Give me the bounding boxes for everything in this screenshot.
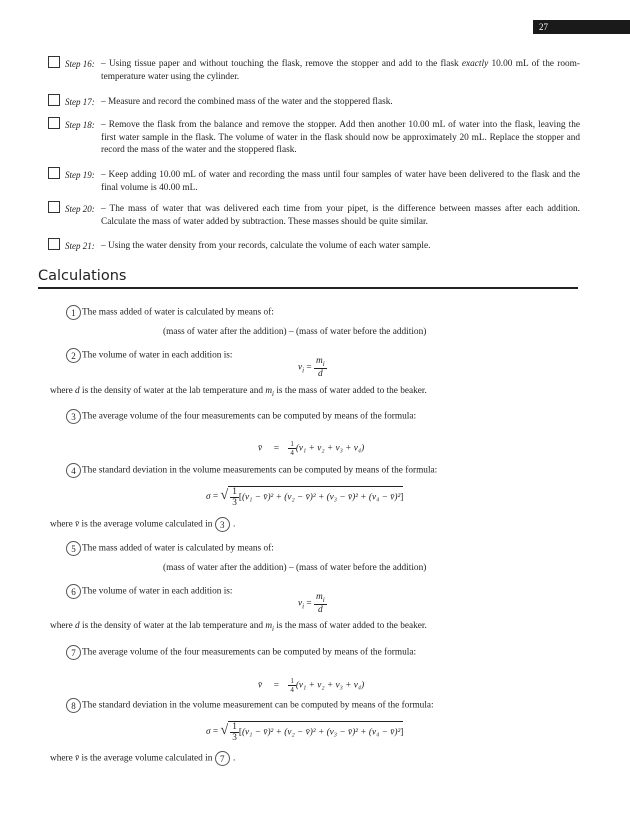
step-text: – The mass of water that was delivered each time from your pipet, is the difference between masses after each addition. Calculate the mass of water added by subtraction. These masses should be quite similar. <box>101 204 580 227</box>
step-number-circle: 4 <box>66 463 81 478</box>
checkbox[interactable] <box>48 201 60 213</box>
step-label: Step 21: <box>65 241 95 251</box>
step-18 <box>48 117 580 157</box>
reference-circle: 7 <box>215 751 230 766</box>
step-17 <box>48 94 580 109</box>
step-number-circle: 5 <box>66 541 81 556</box>
step-number-circle: 7 <box>66 645 81 660</box>
step-text: – Using tissue paper and without touching the flask, remove the stopper and add to the flask exactly 10.00 mL of the room-temperature water using the cylinder. <box>101 59 580 82</box>
average-equation: v̄ = $\frac{1}{4}$ (v₁ + v₂ + v₃ + v₄) <box>258 677 365 694</box>
calc-item-5: 5 The mass added of water is calculated by means of: <box>66 541 274 556</box>
step-text: – Remove the flask from the balance and remove the stopper. Add then another 10.00 mL of water into the flask, leaving the first water sample in the flask. The volume of water in the flask should now be approximately 20 mL. Replace the stopper and record the mass of the water and the stoppered flask. <box>101 120 580 155</box>
step-number-circle: 6 <box>66 584 81 599</box>
volume-equation: $v_i$ = $\frac{m_i}{d}$ <box>298 592 325 615</box>
step-label: Step 20: <box>65 204 95 214</box>
calc-item-8: 8 The standard deviation in the volume measurement can be computed by means of the formula: <box>66 698 434 713</box>
checkbox[interactable] <box>48 56 60 68</box>
calc-item-7: 7 The average volume of the four measurements can be computed by means of the formula: <box>66 645 416 660</box>
step-number-circle: 8 <box>66 698 81 713</box>
where-v-line: where v̄ is the average volume calculated in 7 . <box>50 751 235 766</box>
step-number-circle: 3 <box>66 409 81 424</box>
step-16 <box>48 56 580 83</box>
where-d-line: where d is the density of water at the lab temperature and $m_i$ is the mass of water added to the beaker. <box>50 386 427 398</box>
step-label: Step 18: <box>65 120 95 130</box>
section-title: Calculations <box>38 268 127 284</box>
calc-item-6: 6 The volume of water in each addition is: <box>66 584 233 599</box>
step-19 <box>48 167 580 194</box>
where-v-line: where v̄ is the average volume calculated in 3 . <box>50 517 235 532</box>
step-number-circle: 2 <box>66 348 81 363</box>
step-label: Step 17: <box>65 97 95 107</box>
where-d-line: where d is the density of water at the lab temperature and $m_i$ is the mass of water added to the beaker. <box>50 621 427 633</box>
calc-item-2: 2 The volume of water in each addition is: <box>66 348 233 363</box>
checkbox[interactable] <box>48 167 60 179</box>
mass-formula: (mass of water after the addition) – (mass of water before the addition) <box>163 563 427 573</box>
page-number: 27 <box>533 20 630 34</box>
step-label: Step 19: <box>65 170 95 180</box>
calc-item-1: 1 The mass added of water is calculated by means of: <box>66 305 274 320</box>
checkbox[interactable] <box>48 238 60 250</box>
std-equation: σ = √ $\frac{1}{3}$ [(v₁ − v̄)² + (v₂ − v̄)² + (v₃ − v̄)² + (v₄ − v̄)²] <box>206 722 404 743</box>
step-text: – Measure and record the combined mass of the water and the stoppered flask. <box>101 97 393 107</box>
volume-equation: $v_i$ = $\frac{m_i}{d}$ <box>298 356 325 379</box>
reference-circle: 3 <box>215 517 230 532</box>
calc-item-4: 4 The standard deviation in the volume measurements can be computed by means of the formula: <box>66 463 437 478</box>
step-text: – Keep adding 10.00 mL of water and recording the mass until four samples of water have been delivered to the flask and the final volume is 40.00 mL. <box>101 170 580 193</box>
checkbox[interactable] <box>48 94 60 106</box>
step-21 <box>48 238 580 253</box>
calc-item-3: 3 The average volume of the four measurements can be computed by means of the formula: <box>66 409 416 424</box>
average-equation: v̄ = $\frac{1}{4}$ (v₁ + v₂ + v₃ + v₄) <box>258 440 365 457</box>
step-label: Step 16: <box>65 59 95 69</box>
step-number-circle: 1 <box>66 305 81 320</box>
section-rule <box>38 287 578 289</box>
checkbox[interactable] <box>48 117 60 129</box>
step-20 <box>48 201 580 228</box>
step-text: – Using the water density from your records, calculate the volume of each water sample. <box>101 241 431 251</box>
std-equation: σ = √ $\frac{1}{3}$ [(v₁ − v̄)² + (v₂ − v̄)² + (v₃ − v̄)² + (v₄ − v̄)²] <box>206 487 404 508</box>
mass-formula: (mass of water after the addition) – (mass of water before the addition) <box>163 327 427 337</box>
